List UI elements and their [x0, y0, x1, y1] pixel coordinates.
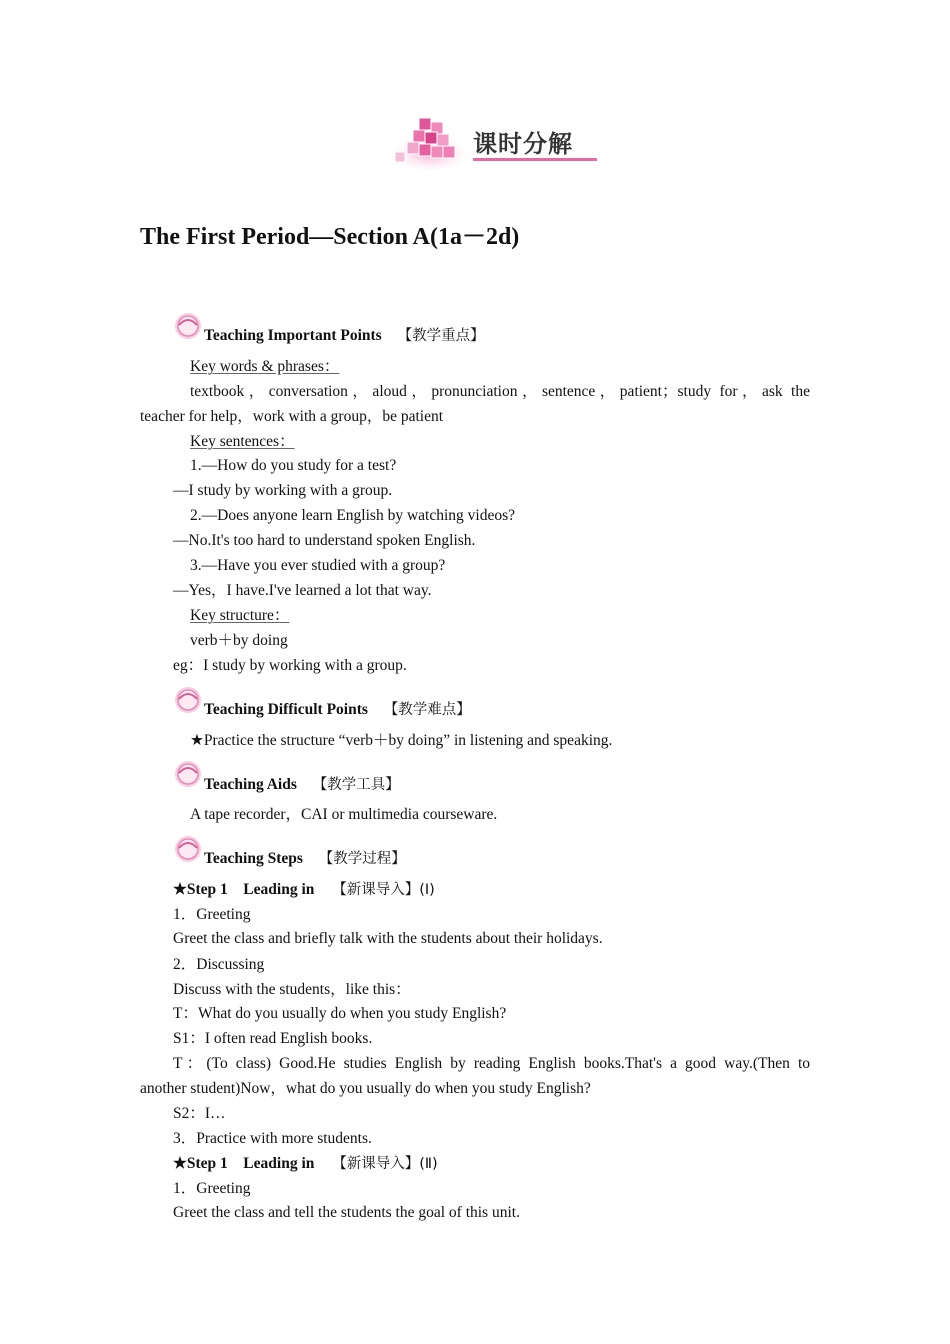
- key-words-label: Key words & phrases：: [190, 358, 340, 375]
- step-1b-cn: 【新课导入】(Ⅱ): [332, 1156, 438, 1172]
- sentence-1-question: 1.—How do you study for a test?: [190, 457, 397, 474]
- section-heading-important: [204, 326, 485, 346]
- flower-bullet-icon: [173, 759, 203, 789]
- step-line-4: Discuss with the students，like this：: [173, 981, 411, 998]
- section-heading-important-en: Teaching Important Points: [204, 327, 382, 344]
- flower-bullet-icon: [173, 311, 203, 341]
- step-1a-heading: [173, 880, 435, 900]
- page-title: The First Period—Section A(1a－2d): [140, 224, 520, 250]
- sentence-2-question: 2.—Does anyone learn English by watching videos?: [190, 507, 515, 524]
- structure-text: verb＋by doing: [190, 632, 288, 649]
- banner: [385, 112, 600, 174]
- step-line-2: Greet the class and briefly talk with the students about their holidays.: [173, 930, 603, 947]
- sentence-1-answer: —I study by working with a group.: [173, 482, 393, 499]
- section-heading-steps-en: Teaching Steps: [204, 850, 303, 867]
- section-heading-difficult-cn: 【教学难点】: [383, 702, 471, 718]
- flower-bullet-icon: [173, 685, 203, 715]
- step-1b-title: ★Step 1 Leading in: [173, 1155, 315, 1172]
- key-words-line2: teacher for help，work with a group，be patient: [140, 408, 444, 425]
- sentence-3-answer: —Yes，I have.I've learned a lot that way.: [173, 582, 432, 599]
- section-heading-aids-en: Teaching Aids: [204, 776, 297, 793]
- section-heading-aids-cn: 【教学工具】: [312, 777, 400, 793]
- aids-text: A tape recorder，CAI or multimedia courseware.: [190, 806, 498, 823]
- step-line-5: T：What do you usually do when you study English?: [173, 1005, 507, 1022]
- step-1b-heading: [173, 1154, 438, 1174]
- step-line-1: 1．Greeting: [173, 906, 251, 923]
- key-sentences-label: Key sentences：: [190, 433, 295, 450]
- step-line-8: another student)Now，what do you usually do when you study English?: [140, 1080, 591, 1097]
- step-line-6: S1：I often read English books.: [173, 1030, 373, 1047]
- step-1a-cn: 【新课导入】(Ⅰ): [332, 882, 435, 898]
- step-line-10: 3．Practice with more students.: [173, 1130, 372, 1147]
- step-1a-title: ★Step 1 Leading in: [173, 881, 315, 898]
- cubes-logo-icon: [385, 112, 475, 174]
- section-heading-difficult-en: Teaching Difficult Points: [204, 701, 368, 718]
- section-heading-steps-cn: 【教学过程】: [318, 851, 406, 867]
- section-heading-important-cn: 【教学重点】: [397, 328, 485, 344]
- step-line-9: S2：I…: [173, 1105, 226, 1122]
- step-line-12: Greet the class and tell the students the goal of this unit.: [173, 1204, 520, 1221]
- flower-bullet-icon: [173, 834, 203, 864]
- step-line-7: T：(To class) Good.He studies English by reading English books.That's a good way.(Then to: [173, 1055, 810, 1072]
- section-heading-difficult: [204, 700, 471, 720]
- banner-title: 课时分解: [473, 130, 573, 158]
- key-structure-label: Key structure：: [190, 607, 290, 624]
- step-line-3: 2．Discussing: [173, 956, 265, 973]
- sentence-2-answer: —No.It's too hard to understand spoken English.: [173, 532, 476, 549]
- structure-example: eg：I study by working with a group.: [173, 657, 407, 674]
- sentence-3-question: 3.—Have you ever studied with a group?: [190, 557, 446, 574]
- key-words-line1: textbook，conversation，aloud，pronunciation，sentence，patient；study for，ask the: [190, 383, 810, 400]
- section-heading-aids: [204, 775, 400, 795]
- banner-underline: [473, 158, 597, 161]
- difficult-text: ★Practice the structure “verb＋by doing” in listening and speaking.: [190, 732, 613, 749]
- section-heading-steps: [204, 849, 406, 869]
- step-line-11: 1．Greeting: [173, 1180, 251, 1197]
